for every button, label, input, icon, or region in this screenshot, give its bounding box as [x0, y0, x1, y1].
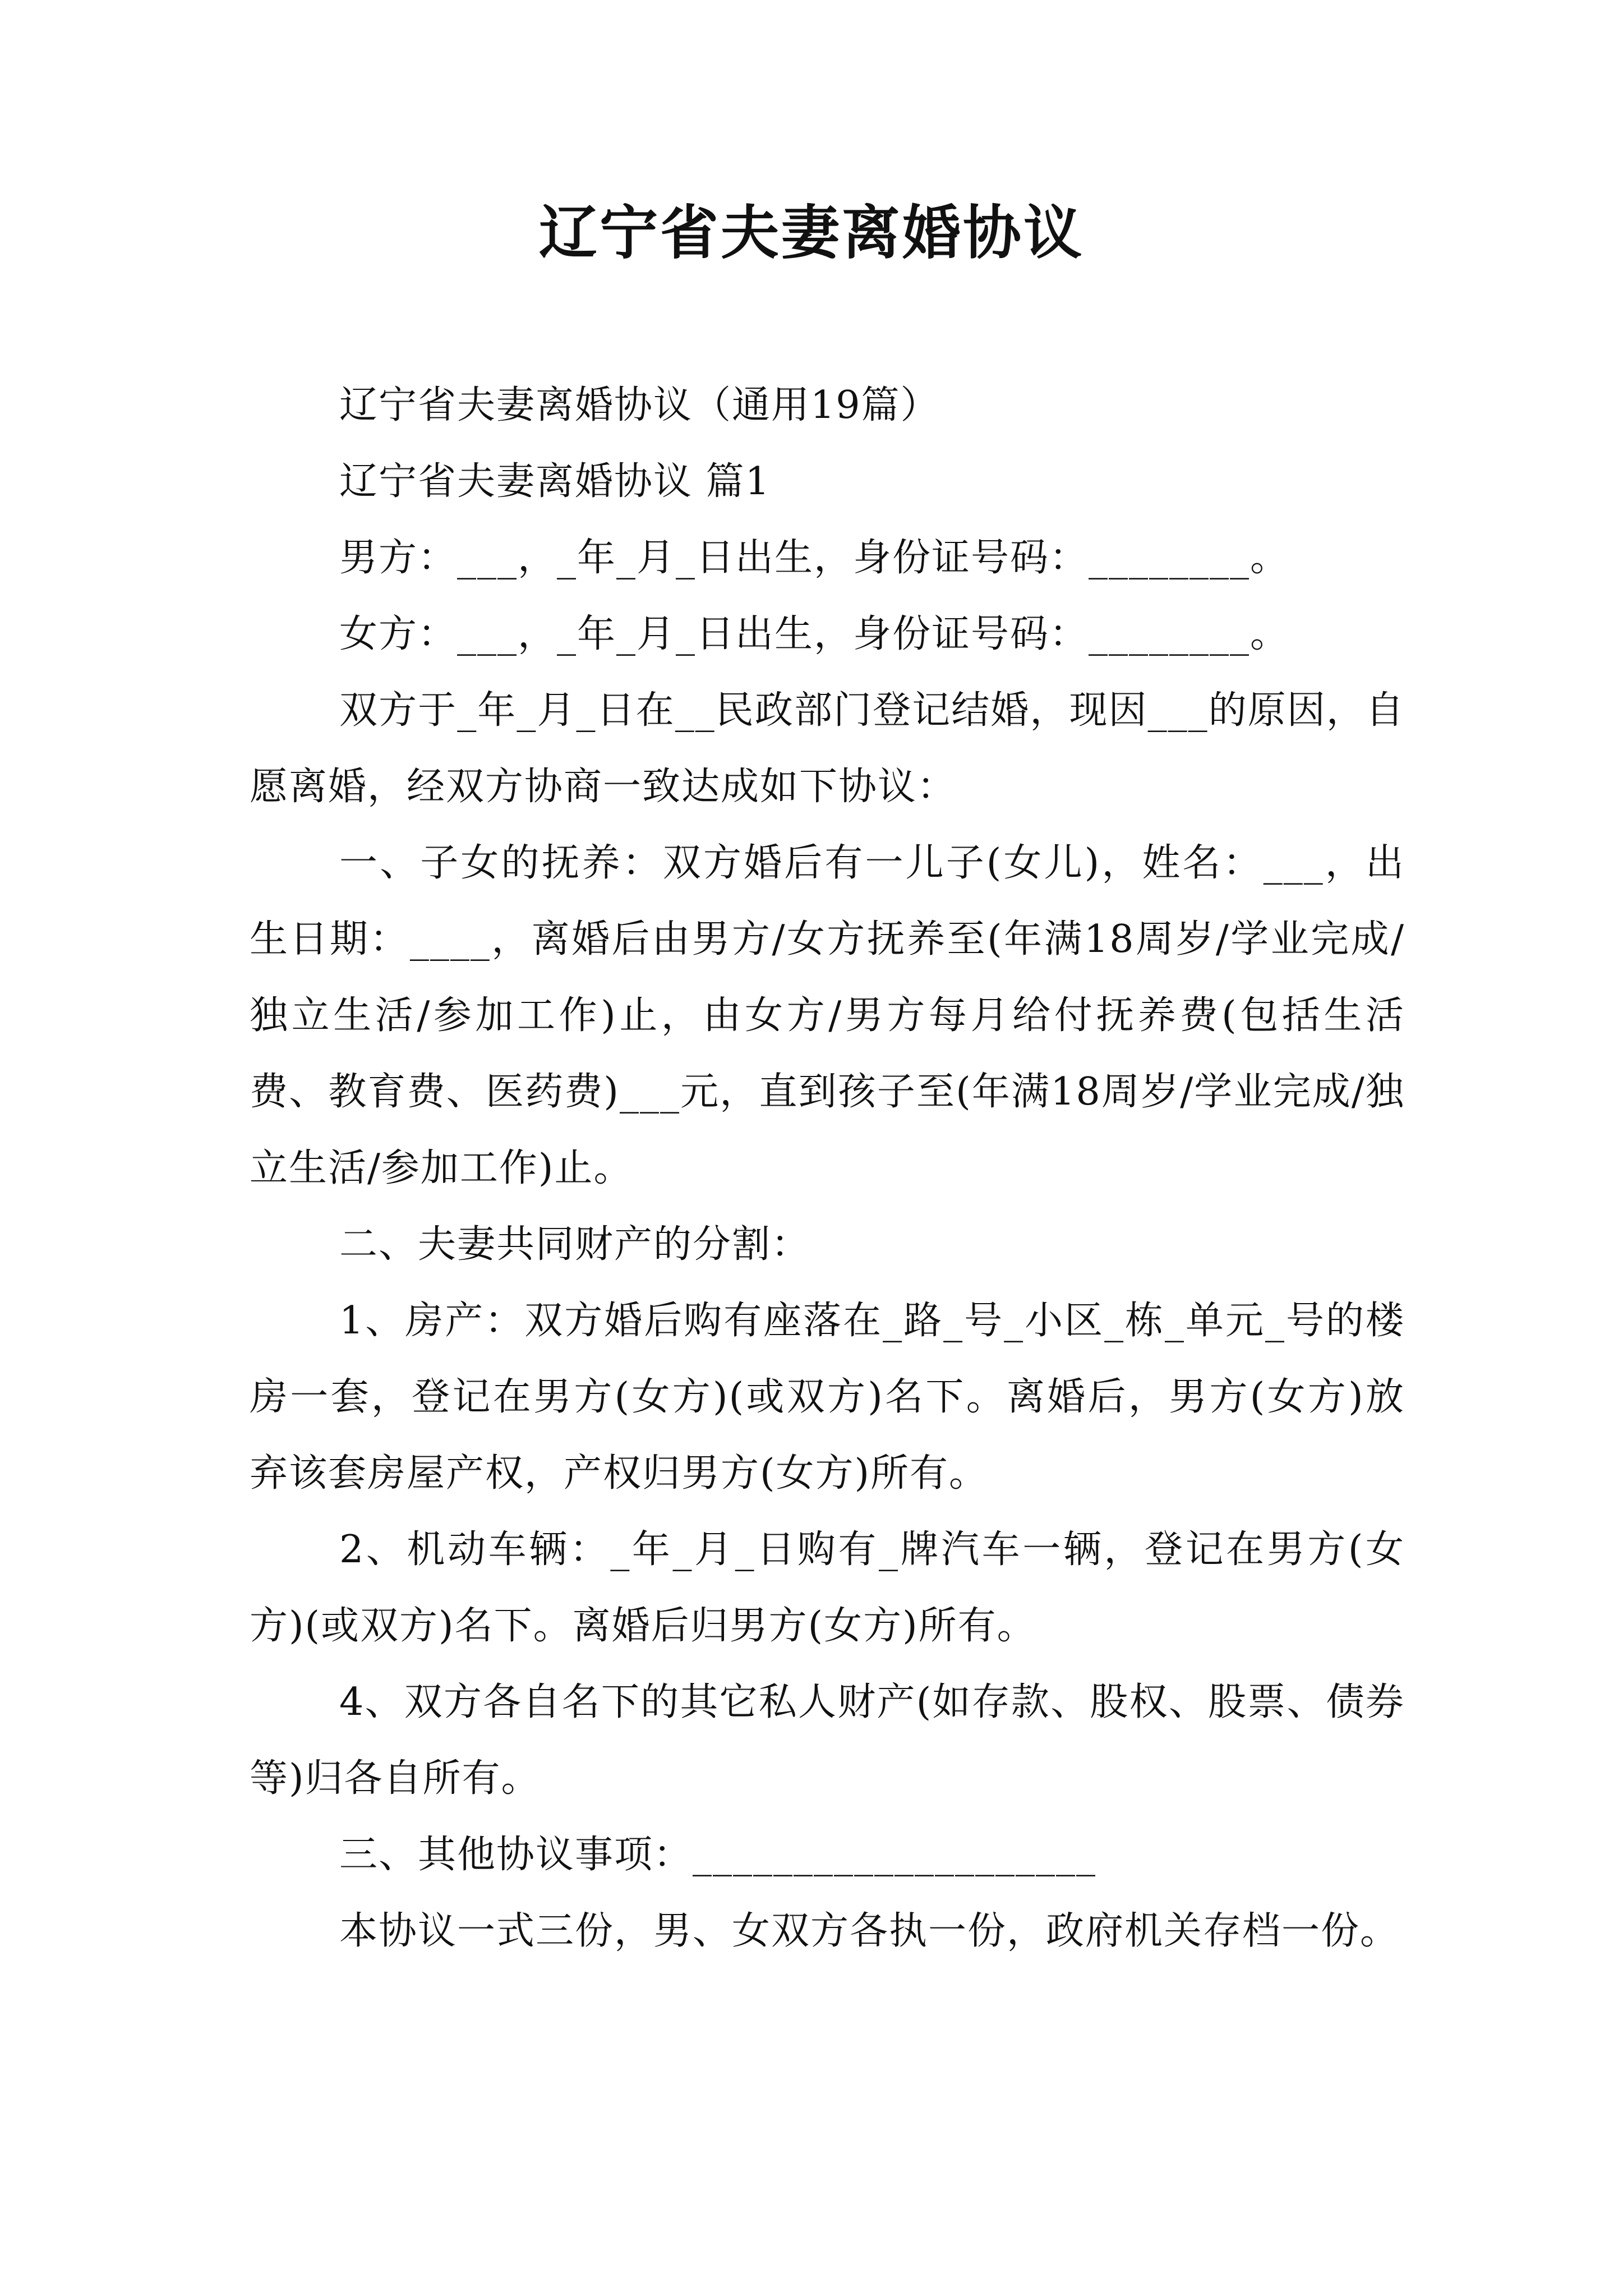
private-property-clause: 4、双方各自名下的其它私人财产(如存款、股权、股票、债券等)归各自所有。 — [250, 1680, 1405, 1801]
female-party-line: 女方：___，_年_月_日出生，身份证号码：________。 — [339, 612, 1290, 656]
section-heading: 辽宁省夫妻离婚协议 篇1 — [339, 459, 771, 504]
document-body — [250, 367, 1405, 1970]
other-matters-clause: 三、其他协议事项：____________________ — [339, 1833, 1097, 1877]
marriage-paragraph: 双方于_年_月_日在__民政部门登记结婚，现因___的原因，自愿离婚，经双方协商一致达成如下协议： — [250, 688, 1405, 809]
vehicle-clause: 2、机动车辆：_年_月_日购有_牌汽车一辆，登记在男方(女方)(或双方)名下。离婚后归男方(女方)所有。 — [250, 1527, 1405, 1648]
male-party-line: 男方：___，_年_月_日出生，身份证号码：________。 — [339, 536, 1290, 580]
document-title: 辽宁省夫妻离婚协议 — [538, 198, 1084, 267]
house-clause: 1、房产：双方婚后购有座落在_路_号_小区_栋_单元_号的楼房一套，登记在男方(女方)(或双方)名下。离婚后，男方(女方)放弃该套房屋产权，产权归男方(女方)所有。 — [250, 1299, 1405, 1496]
property-division-heading: 二、夫妻共同财产的分割： — [339, 1222, 811, 1267]
collection-title: 辽宁省夫妻离婚协议（通用19篇） — [339, 383, 940, 427]
copies-clause: 本协议一式三份，男、女双方各执一份，政府机关存档一份。 — [339, 1909, 1400, 1953]
child-custody-clause: 一、子女的抚养：双方婚后有一儿子(女儿)，姓名：___，出生日期：____，离婚后由男方/女方抚养至(年满18周岁/学业完成/独立生活/参加工作)止，由女方/男方每月给付抚养费(包括生活费、教育费、医药费)___元，直到孩子至(年满18周岁/学业完成/独立生活/参加工作)止。 — [250, 841, 1405, 1190]
